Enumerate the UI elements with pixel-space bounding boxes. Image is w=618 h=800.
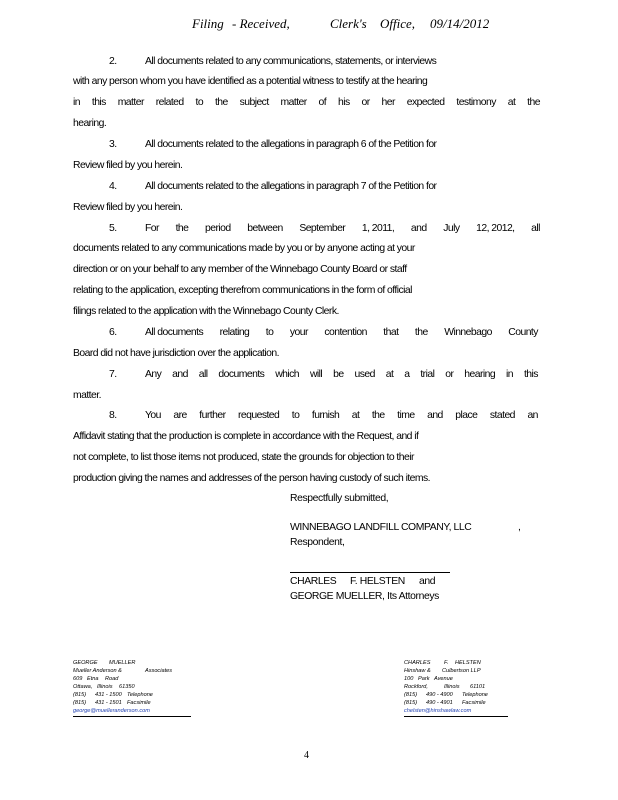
p5-line5: filings related to the application with the Winnebago County Clerk.: [73, 306, 339, 317]
respondent-label: Respondent,: [290, 537, 345, 548]
p5-line2: documents related to any communications made by you or by anyone acting at your: [73, 243, 415, 254]
p4-line1: 4. All documents related to the allegations in paragraph 7 of the Petition for: [109, 181, 437, 192]
footer-right-email-link[interactable]: chelsten@hinshawlaw.com: [404, 708, 472, 714]
p5-line1: For the period between September 1, 2011, and July 12, 2012, all: [145, 223, 540, 234]
header-office: Office,: [380, 16, 416, 31]
p2-line3: in this matter related to the subject matter of his or her expected testimony at the: [73, 97, 540, 108]
p5-num: 5.: [109, 223, 117, 234]
p6-num: 6.: [109, 327, 117, 338]
attorney1-first: CHARLES: [290, 576, 337, 587]
footer-left: GEORGE MUELLER Mueller Anderson & Associates 609 Etna Road Ottawa, Illinois 61350 (815) 431 - 1500 Telephone (815) 431 - 1501 Facsimile george@muelleranderson.com: [73, 659, 191, 717]
footer-right-rule: [404, 716, 508, 717]
p4-line2: Review filed by you herein.: [73, 202, 183, 213]
footer-right: CHARLES F. HELSTEN Hinshaw & Culbertson LLP 100 Park Avenue Rockford, Illinois 61101 (815) 490 - 4900 Telephone (815) 490 - 4901 Facsimile chelsten@hinshawlaw.com: [404, 659, 508, 717]
header-clerks: Clerk's: [330, 16, 367, 31]
p5-line3: direction or on your behalf to any member of the Winnebago County Board or staff: [73, 264, 407, 275]
company-name: WINNEBAGO LANDFILL COMPANY, LLC: [290, 522, 472, 533]
p3-line1: 3. All documents related to the allegations in paragraph 6 of the Petition for: [109, 139, 437, 150]
company-comma: ,: [518, 522, 521, 533]
p8-line1: You are further requested to furnish at the time and place stated an: [145, 410, 538, 421]
p8-line2: Affidavit stating that the production is complete in accordance with the Request, and if: [73, 431, 419, 442]
header-received: - Received,: [232, 16, 290, 31]
p8-line4: production giving the names and addresses of the person having custody of such items.: [73, 473, 430, 484]
p2-line1: 2. All documents related to any communications, statements, or interviews: [109, 56, 437, 67]
header-date: 09/14/2012: [430, 16, 490, 31]
attorney2: GEORGE MUELLER, Its Attorneys: [290, 591, 439, 602]
footer-left-rule: [73, 716, 191, 717]
p2-line2: with any person whom you have identified as a potential witness to testify at the hearing: [73, 76, 428, 87]
p6-line1: All documents relating to your contention that the Winnebago County: [145, 327, 538, 338]
p7-line1: Any and all documents which will be used at a trial or hearing in this: [145, 369, 538, 380]
header-filing: Filing: [192, 16, 224, 31]
p6-line2: Board did not have jurisdiction over the application.: [73, 348, 279, 359]
closing: Respectfully submitted,: [290, 493, 389, 504]
signature-line: [290, 572, 450, 573]
p7-line2: matter.: [73, 390, 101, 401]
attorney1-last: F. HELSTEN: [350, 576, 405, 587]
p8-line3: not complete, to list those items not produced, state the grounds for objection to their: [73, 452, 414, 463]
p2-line4: hearing.: [73, 118, 107, 129]
p3-line2: Review filed by you herein.: [73, 160, 183, 171]
footer-left-email-link[interactable]: george@muelleranderson.com: [73, 708, 150, 714]
page-number: 4: [304, 750, 309, 761]
p7-num: 7.: [109, 369, 117, 380]
p5-line4: relating to the application, excepting therefrom communications in the form of official: [73, 285, 412, 296]
p8-num: 8.: [109, 410, 117, 421]
and-word: and: [419, 576, 436, 587]
